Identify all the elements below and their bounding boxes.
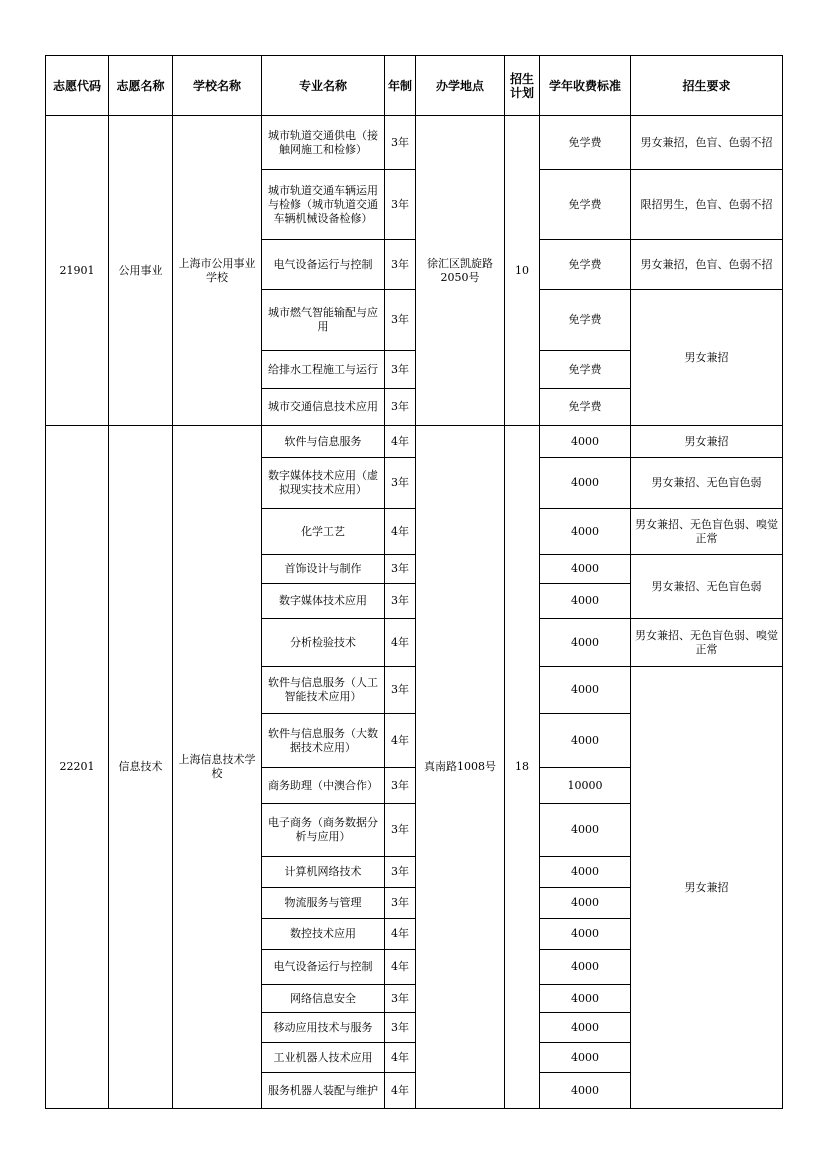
header-row [46, 56, 783, 116]
major-name: 电气设备运行与控制 [262, 240, 385, 290]
fee: 4000 [540, 1043, 631, 1073]
fee: 10000 [540, 768, 631, 804]
major-name: 首饰设计与制作 [262, 555, 385, 584]
major-name: 软件与信息服务 [262, 426, 385, 458]
years: 3年 [385, 555, 416, 584]
major-name: 工业机器人技术应用 [262, 1043, 385, 1073]
years: 3年 [385, 888, 416, 919]
years: 4年 [385, 714, 416, 768]
requirement: 男女兼招 [631, 290, 783, 426]
years: 4年 [385, 1043, 416, 1073]
header-code: 志愿代码 [46, 56, 109, 116]
major-name: 数字媒体技术应用 [262, 584, 385, 619]
volunteer-name: 信息技术 [109, 426, 173, 1109]
table-row [46, 426, 783, 458]
years: 3年 [385, 768, 416, 804]
major-name: 服务机器人装配与维护 [262, 1073, 385, 1109]
location: 徐汇区凯旋路2050号 [416, 116, 505, 426]
years: 3年 [385, 667, 416, 714]
major-name: 城市轨道交通车辆运用与检修（城市轨道交通车辆机械设备检修） [262, 170, 385, 240]
major-name: 网络信息安全 [262, 985, 385, 1013]
fee: 4000 [540, 857, 631, 888]
years: 4年 [385, 509, 416, 555]
years: 4年 [385, 426, 416, 458]
years: 4年 [385, 950, 416, 985]
requirement: 男女兼招、无色盲色弱 [631, 458, 783, 509]
fee: 免学费 [540, 240, 631, 290]
fee: 免学费 [540, 116, 631, 170]
location: 真南路1008号 [416, 426, 505, 1109]
years: 3年 [385, 985, 416, 1013]
fee: 4000 [540, 985, 631, 1013]
years: 3年 [385, 170, 416, 240]
major-name: 城市交通信息技术应用 [262, 389, 385, 426]
requirement: 男女兼招、无色盲色弱、嗅觉正常 [631, 509, 783, 555]
major-name: 数控技术应用 [262, 919, 385, 950]
fee: 4000 [540, 619, 631, 667]
school-name: 上海信息技术学校 [173, 426, 262, 1109]
major-name: 分析检验技术 [262, 619, 385, 667]
years: 3年 [385, 389, 416, 426]
plan-count: 10 [505, 116, 540, 426]
requirement: 男女兼招、无色盲色弱 [631, 555, 783, 619]
requirement: 男女兼招，色盲、色弱不招 [631, 116, 783, 170]
fee: 4000 [540, 1073, 631, 1109]
years: 3年 [385, 804, 416, 857]
years: 4年 [385, 919, 416, 950]
major-name: 城市轨道交通供电（接触网施工和检修） [262, 116, 385, 170]
table-row [46, 116, 783, 170]
header-fee: 学年收费标准 [540, 56, 631, 116]
plan-count: 18 [505, 426, 540, 1109]
requirement: 男女兼招，色盲、色弱不招 [631, 240, 783, 290]
major-name: 城市燃气智能输配与应用 [262, 290, 385, 351]
years: 3年 [385, 351, 416, 389]
header-major: 专业名称 [262, 56, 385, 116]
fee: 免学费 [540, 290, 631, 351]
header-location: 办学地点 [416, 56, 505, 116]
header-volunteer-name: 志愿名称 [109, 56, 173, 116]
major-name: 给排水工程施工与运行 [262, 351, 385, 389]
major-name: 数字媒体技术应用（虚拟现实技术应用） [262, 458, 385, 509]
volunteer-name: 公用事业 [109, 116, 173, 426]
major-name: 软件与信息服务（大数据技术应用） [262, 714, 385, 768]
fee: 4000 [540, 919, 631, 950]
years: 3年 [385, 116, 416, 170]
admission-table [45, 55, 783, 1109]
fee: 4000 [540, 1013, 631, 1043]
header-plan: 招生计划 [505, 56, 540, 116]
fee: 免学费 [540, 170, 631, 240]
fee: 4000 [540, 804, 631, 857]
years: 4年 [385, 619, 416, 667]
requirement: 男女兼招、无色盲色弱、嗅觉正常 [631, 619, 783, 667]
header-years: 年制 [385, 56, 416, 116]
requirement: 男女兼招 [631, 426, 783, 458]
fee: 4000 [540, 426, 631, 458]
fee: 4000 [540, 509, 631, 555]
header-requirement: 招生要求 [631, 56, 783, 116]
requirement: 限招男生，色盲、色弱不招 [631, 170, 783, 240]
header-school: 学校名称 [173, 56, 262, 116]
major-name: 软件与信息服务（人工智能技术应用） [262, 667, 385, 714]
fee: 4000 [540, 714, 631, 768]
years: 3年 [385, 1013, 416, 1043]
years: 3年 [385, 857, 416, 888]
years: 4年 [385, 1073, 416, 1109]
fee: 4000 [540, 950, 631, 985]
fee: 免学费 [540, 389, 631, 426]
years: 3年 [385, 290, 416, 351]
major-name: 化学工艺 [262, 509, 385, 555]
years: 3年 [385, 240, 416, 290]
major-name: 商务助理（中澳合作） [262, 768, 385, 804]
requirement: 男女兼招 [631, 667, 783, 1109]
major-name: 电气设备运行与控制 [262, 950, 385, 985]
fee: 4000 [540, 555, 631, 584]
major-name: 电子商务（商务数据分析与应用） [262, 804, 385, 857]
volunteer-code: 22201 [46, 426, 109, 1109]
fee: 4000 [540, 667, 631, 714]
major-name: 物流服务与管理 [262, 888, 385, 919]
major-name: 计算机网络技术 [262, 857, 385, 888]
fee: 4000 [540, 888, 631, 919]
fee: 免学费 [540, 351, 631, 389]
volunteer-code: 21901 [46, 116, 109, 426]
fee: 4000 [540, 458, 631, 509]
fee: 4000 [540, 584, 631, 619]
school-name: 上海市公用事业学校 [173, 116, 262, 426]
years: 3年 [385, 458, 416, 509]
major-name: 移动应用技术与服务 [262, 1013, 385, 1043]
years: 3年 [385, 584, 416, 619]
